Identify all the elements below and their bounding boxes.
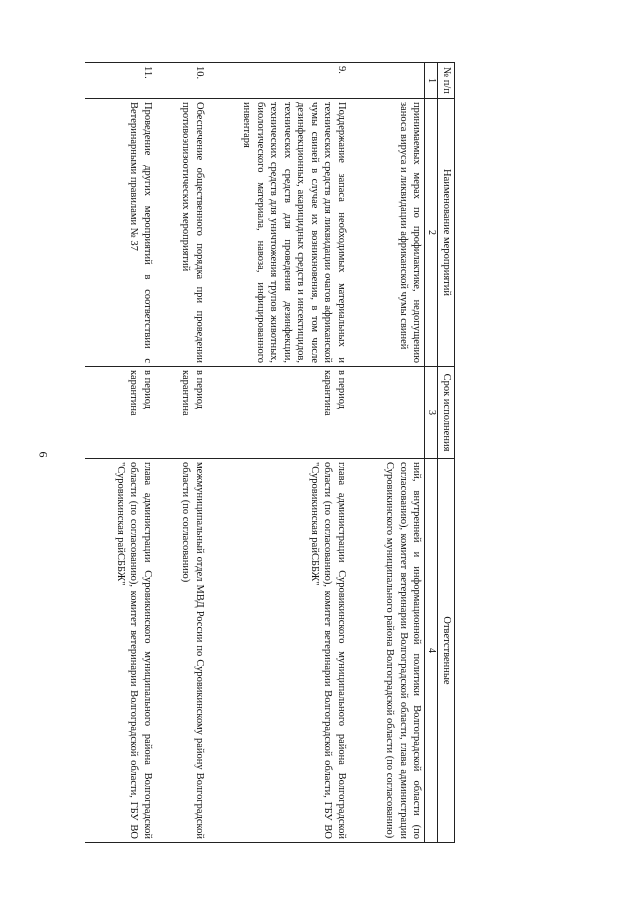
rotated-sheet bbox=[65, 62, 455, 842]
table-row bbox=[85, 63, 155, 843]
row-number bbox=[349, 63, 425, 99]
measure-responsible: межмуниципальный отдел МВД России по Суровикинскому району Волгоградской области (по согласованию) bbox=[155, 459, 207, 843]
column-number: 4 bbox=[425, 459, 438, 843]
measures-table bbox=[85, 62, 455, 843]
measure-term: в период карантина bbox=[207, 367, 349, 459]
header-row bbox=[438, 63, 455, 843]
row-number: 9. bbox=[207, 63, 349, 99]
measure-term: в период карантина bbox=[155, 367, 207, 459]
column-number-row bbox=[425, 63, 438, 843]
table-row bbox=[349, 63, 425, 843]
table-row bbox=[207, 63, 349, 843]
row-number: 11. bbox=[85, 63, 155, 99]
measure-responsible: глава администрации Суровикинского муниципального района Волгоградской области (по согласованию), комитет ветеринарии Волгоградской области, ГБУ ВО "Суровикинская райСББЖ" bbox=[207, 459, 349, 843]
measure-responsible: глава администрации Суровикинского муниципального района Волгоградской области (по согласованию), комитет ветеринарии Волгоградской области, ГБУ ВО "Суровикинская райСББЖ" bbox=[85, 459, 155, 843]
header-number: № п/п bbox=[438, 63, 455, 99]
header-name: Наименование мероприятий bbox=[438, 99, 455, 367]
row-number: 10. bbox=[155, 63, 207, 99]
column-number: 3 bbox=[425, 367, 438, 459]
measure-name: Поддержание запаса необходимых материальных и технических средств для ликвидации очагов африканской чумы свиней в случае их возникновения, в том числе дезинфекционных, акарицидных средств и инсектицидов, технических средств для проведения дезинфекции, технических средств для уничтожения трупов животных, биологического материала, навоза, инфицированного инвентаря bbox=[207, 99, 349, 367]
measure-name: принимаемых мерах по профилактике, недопущению заноса вируса и ликвидации африканской чумы свиней bbox=[349, 99, 425, 367]
measure-name: Обеспечение общественного порядка при проведении противоэпизоотических мероприятий bbox=[155, 99, 207, 367]
column-number: 2 bbox=[425, 99, 438, 367]
page-number: 6 bbox=[36, 451, 51, 458]
measure-responsible: ний, внутренней и информационной политики Волгоградской области (по согласованию), комитет ветеринарии Волгоградской области, глава администрации Суровикинского муниципального района Волгоградской области (по согласованию) bbox=[349, 459, 425, 843]
measure-term: в период карантина bbox=[85, 367, 155, 459]
measure-name: Проведение других мероприятий в соответствии с Ветеринарными правилами № 37 bbox=[85, 99, 155, 367]
measure-term bbox=[349, 367, 425, 459]
column-number: 1 bbox=[425, 63, 438, 99]
table-row bbox=[155, 63, 207, 843]
header-responsible: Ответственные bbox=[438, 459, 455, 843]
header-term: Срок исполнения bbox=[438, 367, 455, 459]
